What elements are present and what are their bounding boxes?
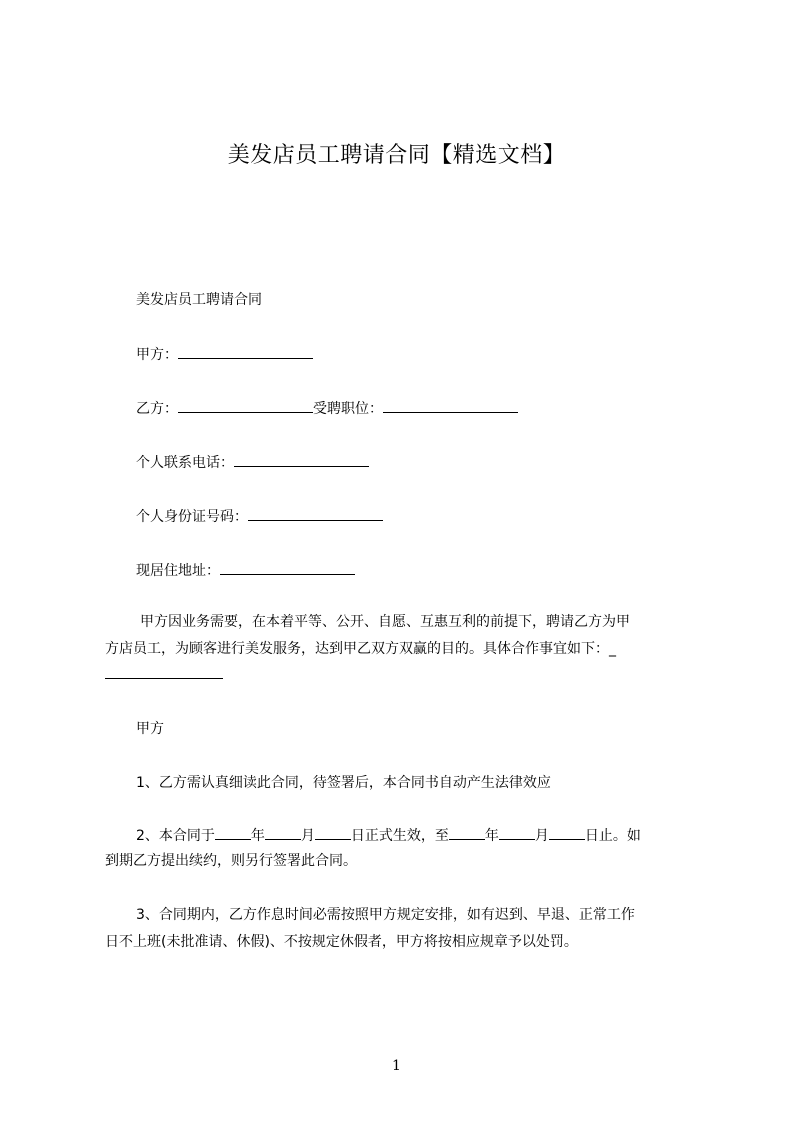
phone-blank: [234, 452, 369, 467]
phone-label: 个人联系电话：: [136, 455, 234, 471]
start-month-blank: [265, 825, 301, 840]
clause-2-end: 日止。如: [584, 828, 641, 844]
intro-line-1: 甲方因业务需要，在本着平等、公开、自愿、互惠互利的前提下，聘请乙方为甲: [140, 614, 630, 630]
id-blank: [248, 506, 383, 521]
page-number: 1: [392, 1058, 401, 1074]
end-year-blank: [449, 825, 485, 840]
section-party-a: 甲方: [136, 721, 164, 737]
position-blank: [383, 398, 518, 413]
address-line: [136, 560, 355, 581]
phone-line: [136, 452, 369, 473]
end-month-blank: [499, 825, 535, 840]
clause-2-mid: 日正式生效，至: [350, 828, 449, 844]
clause-1: 1、乙方需认真细读此合同，待签署后，本合同书自动产生法律效应: [136, 775, 551, 791]
id-line: [136, 506, 383, 527]
clause-2-line-2: 到期乙方提出续约，则另行签署此合同。: [105, 853, 357, 869]
contract-heading: 美发店员工聘请合同: [136, 292, 262, 308]
id-label: 个人身份证号码：: [136, 509, 248, 525]
party-a-line: [136, 344, 313, 365]
clause-2-line-1: [136, 825, 641, 846]
start-year-label: 年: [250, 828, 265, 844]
start-month-label: 月: [300, 828, 315, 844]
clause-3-line-2: 日不上班(未批准请、休假)、不按规定休假者，甲方将按相应规章予以处罚。: [105, 934, 578, 950]
party-b-line: [136, 398, 518, 419]
intro-blank: [105, 664, 223, 679]
address-label: 现居住地址：: [136, 563, 220, 579]
start-day-blank: [315, 825, 351, 840]
document-title: 美发店员工聘请合同【精选文档】: [227, 143, 566, 168]
intro-line-2: 方店员工，为顾客进行美发服务，达到甲乙双方双赢的目的。具体合作事宜如下：_: [105, 641, 616, 657]
clause-3-line-1: 3、合同期内，乙方作息时间必需按照甲方规定安排，如有迟到、早退、正常工作: [136, 907, 635, 923]
end-month-label: 月: [534, 828, 549, 844]
intro-line-3: [105, 664, 223, 685]
start-year-blank: [215, 825, 251, 840]
end-year-label: 年: [484, 828, 499, 844]
end-day-blank: [549, 825, 585, 840]
clause-2-prefix: 2、本合同于: [136, 828, 215, 844]
address-blank: [220, 560, 355, 575]
party-b-blank: [178, 398, 313, 413]
position-label: 受聘职位：: [313, 401, 383, 417]
party-a-label: 甲方：: [136, 347, 178, 363]
party-b-label: 乙方：: [136, 401, 178, 417]
party-a-blank: [178, 344, 313, 359]
